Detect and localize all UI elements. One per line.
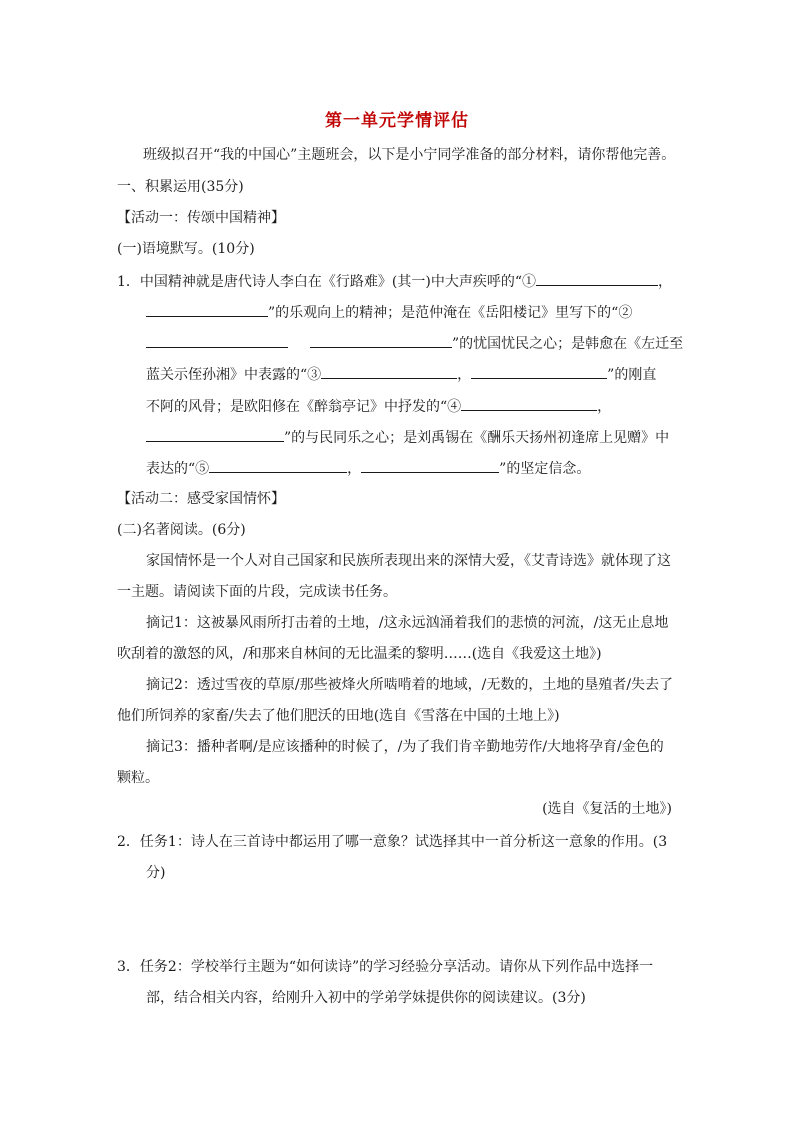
- section-heading: 一、积累运用(35分): [117, 179, 244, 195]
- excerpt-1-line-1: 摘记1：这被暴风雨所打击着的土地，/这永远汹涌着我们的悲愤的河流，/这无止息地: [146, 615, 669, 631]
- question-1-line-6: ”的与民同乐之心；是刘禹锡在《酬乐天扬州初逢席上见赠》中: [146, 427, 669, 448]
- excerpt-1-line-2: 吹刮着的激怒的风，/和那来自林间的无比温柔的黎明……(选自《我爱这土地》): [117, 646, 602, 662]
- answer-blank-1b[interactable]: [146, 302, 268, 317]
- question-1-line-2: ”的乐观向上的精神；是范仲淹在《岳阳楼记》里写下的“②: [146, 302, 632, 323]
- question-3-line-2: 部，结合相关内容，给刚升入初中的学弟学妹提供你的阅读建议。(3分): [146, 990, 586, 1006]
- page-title: 第一单元学情评估: [325, 111, 469, 131]
- question-1-line-7: 表达的“⑤ ， ”的坚定信念。: [146, 458, 590, 479]
- question-1-line-5: 不阿的风骨；是欧阳修在《醉翁亭记》中抒发的“④ ，: [146, 396, 611, 417]
- question-1-line-3: ”的忧国忧民之心；是韩愈在《左迁至: [146, 333, 683, 354]
- answer-blank-5b[interactable]: [361, 458, 499, 473]
- answer-blank-4b[interactable]: [146, 427, 284, 442]
- answer-blank-1a[interactable]: [536, 271, 658, 286]
- answer-blank-2b[interactable]: [310, 333, 452, 348]
- paragraph-intro-line-1: 家国情怀是一个人对自己国家和民族所表现出来的深情大爱，《艾青诗选》就体现了这: [146, 553, 671, 569]
- intro-text: 班级拟召开“我的中国心”主题班会，以下是小宁同学准备的部分材料，请你帮他完善。: [143, 147, 676, 163]
- question-1-line-4: 蓝关示侄孙湘》中表露的“③ ， ”的刚直: [146, 364, 656, 385]
- answer-blank-2a[interactable]: [146, 333, 288, 348]
- subsection-reading: (二)名著阅读。(6分): [117, 522, 246, 538]
- excerpt-2-line-2: 他们所饲养的家畜/失去了他们肥沃的田地(选自《雪落在中国的土地上》): [117, 708, 560, 724]
- question-2-line-1: 2．任务1：诗人在三首诗中都运用了哪一意象？试选择其中一首分析这一意象的作用。(3: [117, 834, 668, 850]
- excerpt-3-line-1: 摘记3：播种者啊/是应该播种的时候了，/为了我们肯辛勤地劳作/大地将孕育/金色的: [146, 739, 664, 755]
- question-3-line-1: 3．任务2：学校举行主题为“如何读诗”的学习经验分享活动。请你从下列作品中选择一: [117, 959, 654, 975]
- question-2-line-2: 分): [146, 865, 166, 881]
- question-1-line-1: 1．中国精神就是唐代诗人李白在《行路难》(其一)中大声疾呼的“① ，: [117, 271, 672, 292]
- paragraph-intro-line-2: 一主题。请阅读下面的片段，完成读书任务。: [117, 584, 397, 600]
- excerpt-2-line-1: 摘记2：透过雪夜的草原/那些被烽火所啮啃着的地域，/无数的，土地的垦殖者/失去了: [146, 677, 674, 693]
- answer-blank-5a[interactable]: [209, 458, 347, 473]
- answer-blank-4a[interactable]: [461, 396, 597, 411]
- excerpt-3-source: (选自《复活的土地》): [542, 801, 672, 817]
- subsection-dictation: (一)语境默写。(10分): [117, 241, 255, 257]
- activity-two-heading: 【活动二：感受家国情怀】: [117, 491, 285, 507]
- activity-one-heading: 【活动一：传颂中国精神】: [117, 210, 285, 226]
- answer-blank-3a[interactable]: [321, 364, 457, 379]
- excerpt-3-line-2: 颗粒。: [117, 770, 159, 786]
- answer-blank-3b[interactable]: [471, 364, 607, 379]
